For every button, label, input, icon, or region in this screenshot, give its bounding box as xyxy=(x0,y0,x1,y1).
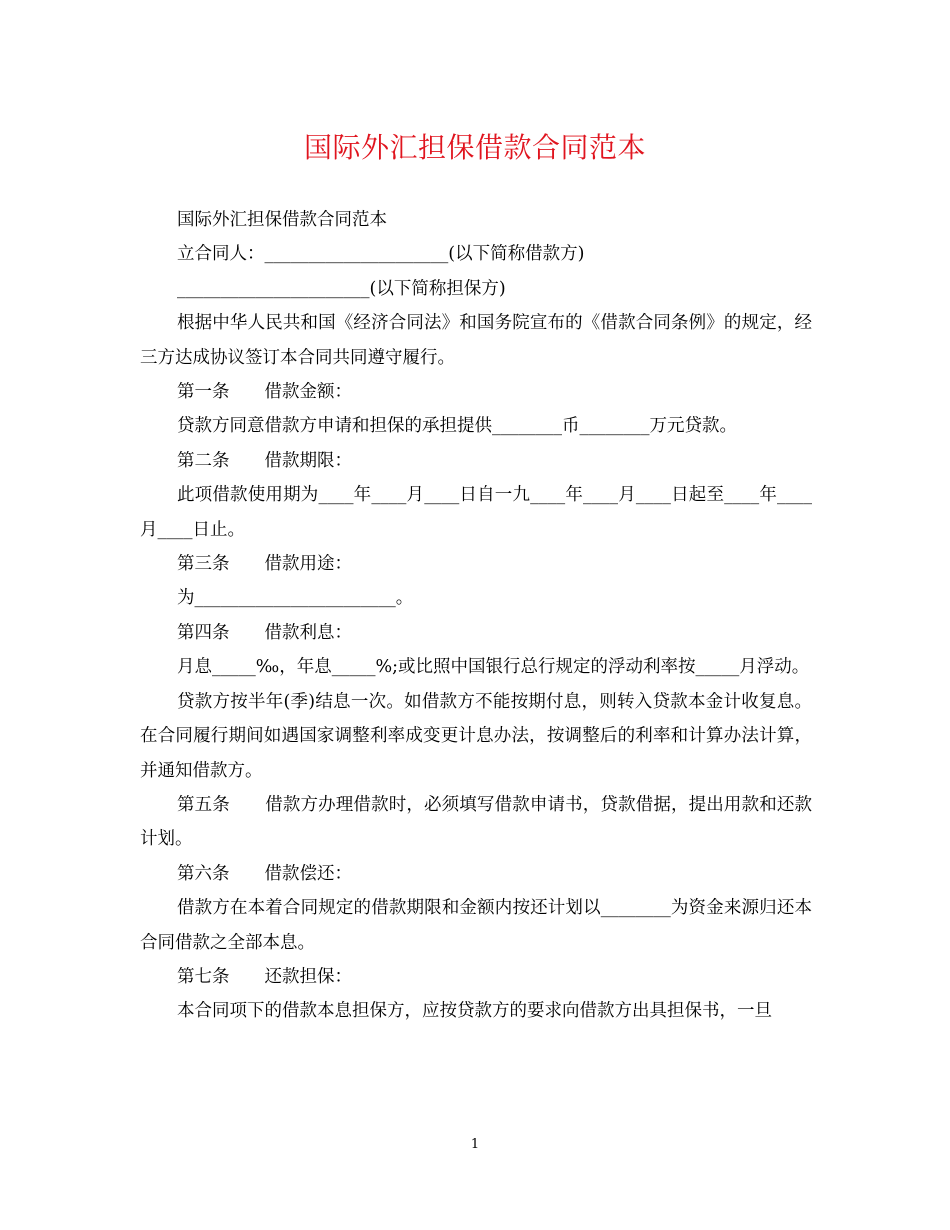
article-6-heading: 第六条 借款偿还： xyxy=(177,863,352,884)
article-1-body: 贷款方同意借款方申请和担保的承担提供________币________万元贷款。 xyxy=(177,416,737,437)
article-6-body: 借款方在本着合同规定的借款期限和金额内按还计划以________为资金来源归还本合同借款之全部本息。 xyxy=(140,898,812,953)
article-5: 第五条 借款方办理借款时，必须填写借款申请书，贷款借据，提出用款和还款计划。 xyxy=(140,794,812,850)
document-body xyxy=(140,203,812,1029)
page-number: 1 xyxy=(470,1137,480,1152)
paragraph-preamble: 根据中华人民共和国《经济合同法》和国务院宣布的《借款合同条例》的规定，经三方达成协议签订本合同共同遵守履行。 xyxy=(140,313,812,368)
article-3-body: 为_______________________。 xyxy=(177,588,414,609)
paragraph-party-borrower: 立合同人：_____________________(以下简称借款方) xyxy=(177,244,585,265)
paragraph-doc-name: 国际外汇担保借款合同范本 xyxy=(177,210,387,230)
article-4-body: 月息_____‰，年息_____%;或比照中国银行总行规定的浮动利率按_____月浮动。 xyxy=(177,657,810,678)
article-2-heading: 第二条 借款期限： xyxy=(177,450,352,471)
document-title: 国际外汇担保借款合同范本 xyxy=(303,131,646,164)
article-4-heading: 第四条 借款利息： xyxy=(177,622,352,643)
paragraph-party-guarantor: ______________________(以下简称担保方) xyxy=(177,278,506,299)
article-4-interest-settlement: 贷款方按半年(季)结息一次。如借款方不能按期付息，则转入贷款本金计收复息。在合同履行期间如遇国家调整利率成变更计息办法，按调整后的利率和计算办法计算，并通知借款方。 xyxy=(140,691,812,781)
article-2-body: 此项借款使用期为____年____月____日自一九____年____月____日起至____年____月____日止。 xyxy=(140,485,812,540)
article-1-heading: 第一条 借款金额： xyxy=(177,382,352,403)
article-7-heading: 第七条 还款担保： xyxy=(177,966,352,987)
article-3-heading: 第三条 借款用途： xyxy=(177,554,352,575)
article-7-body: 本合同项下的借款本息担保方，应按贷款方的要求向借款方出具担保书，一旦 xyxy=(177,1001,772,1022)
